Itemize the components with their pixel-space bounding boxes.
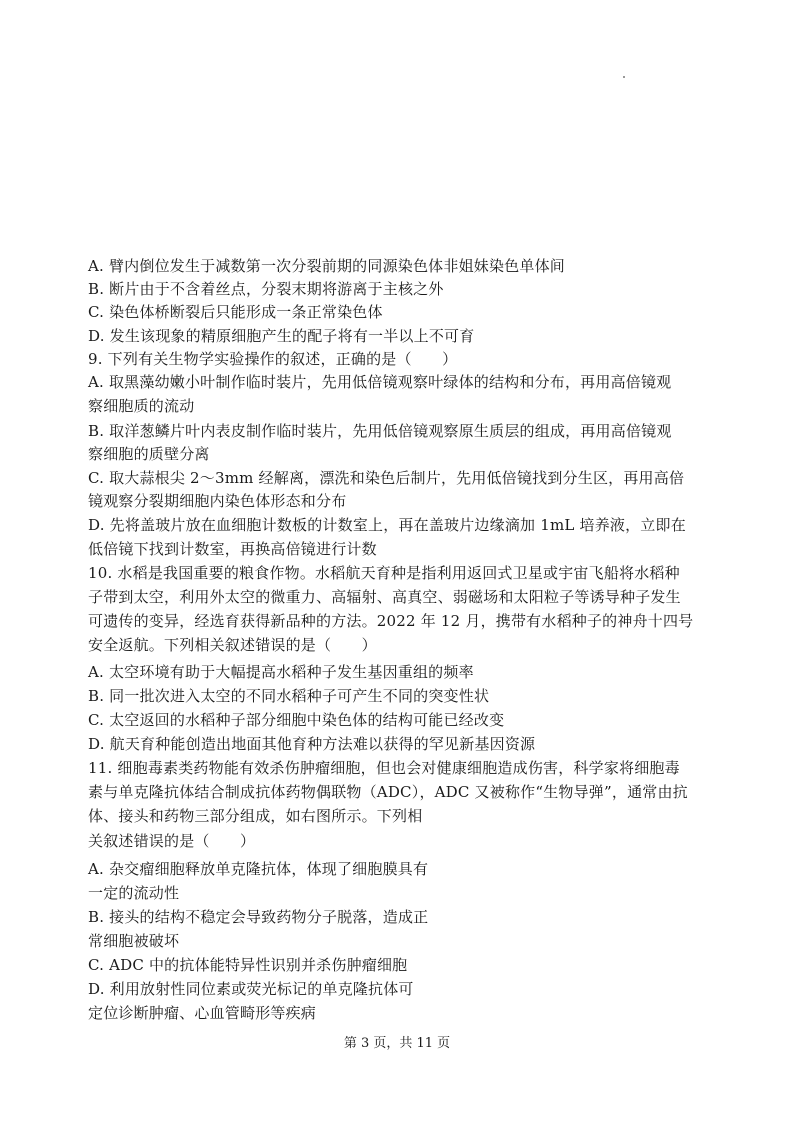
option-11c: C. ADC 中的抗体能特异性识别并杀伤肿瘤细胞 [88, 956, 408, 974]
option-11d: D. 利用放射性同位素或荧光标记的单克隆抗体可 [88, 980, 414, 998]
scan-speck [623, 76, 625, 78]
option-11b-cont: 常细胞被破坏 [88, 932, 180, 950]
option-10a: A. 太空环境有助于大幅提高水稻种子发生基因重组的频率 [88, 663, 474, 681]
option-9b: B. 取洋葱鳞片叶内表皮制作临时装片，先用低倍镜观察原生质层的组成，再用高倍镜观 [88, 422, 672, 440]
option-9b-cont: 察细胞的质壁分离 [88, 445, 210, 463]
option-11d-cont: 定位诊断肿瘤、心血管畸形等疾病 [88, 1004, 317, 1022]
question-10-stem-2: 子带到太空，利用外太空的微重力、高辐射、高真空、弱磁场和太阳粒子等诱导种子发生 [88, 588, 681, 606]
option-8d: D. 发生该现象的精原细胞产生的配子将有一半以上不可育 [88, 327, 475, 345]
option-11a: A. 杂交瘤细胞释放单克隆抗体，体现了细胞膜具有 [88, 860, 429, 878]
question-10-stem-3: 可遗传的变异，经选育获得新品种的方法。2022 年 12 月，携带有水稻种子的神舟十四号 [88, 612, 694, 630]
option-11a-cont: 一定的流动性 [88, 884, 180, 902]
option-9c: C. 取大蒜根尖 2～3mm 经解离，漂洗和染色后制片，先用低倍镜找到分生区，再用高倍 [88, 469, 685, 487]
option-10c: C. 太空返回的水稻种子部分细胞中染色体的结构可能已经改变 [88, 711, 505, 729]
option-11b: B. 接头的结构不稳定会导致药物分子脱落，造成正 [88, 908, 429, 926]
option-8c: C. 染色体桥断裂后只能形成一条正常染色体 [88, 303, 383, 321]
question-11-stem: 11. 细胞毒素类药物能有效杀伤肿瘤细胞，但也会对健康细胞造成伤害，科学家将细胞毒 [88, 759, 680, 777]
question-11-stem-2: 素与单克隆抗体结合制成抗体药物偶联物（ADC），ADC 又被称作“生物导弹”，通常由抗 [88, 783, 688, 801]
option-8a: A. 臂内倒位发生于减数第一次分裂前期的同源染色体非姐妹染色单体间 [88, 257, 565, 275]
option-9a: A. 取黑藻幼嫩小叶制作临时装片，先用低倍镜观察叶绿体的结构和分布，再用高倍镜观 [88, 373, 672, 391]
question-11-stem-3: 体、接头和药物三部分组成，如右图所示。下列相 [88, 807, 423, 825]
option-8b: B. 断片由于不含着丝点，分裂末期将游离于主核之外 [88, 280, 444, 298]
question-10-stem: 10. 水稻是我国重要的粮食作物。水稻航天育种是指利用返回式卫星或宇宙飞船将水稻种 [88, 564, 680, 582]
question-9-stem: 9. 下列有关生物学实验操作的叙述，正确的是（ ） [88, 350, 458, 368]
option-10d: D. 航天育种能创造出地面其他育种方法难以获得的罕见新基因资源 [88, 735, 536, 753]
option-9d: D. 先将盖玻片放在血细胞计数板的计数室上，再在盖玻片边缘滴加 1mL 培养液，立即在 [88, 516, 686, 534]
option-9d-cont: 低倍镜下找到计数室，再换高倍镜进行计数 [88, 540, 377, 558]
option-9a-cont: 察细胞质的流动 [88, 397, 195, 415]
question-10-stem-4: 安全返航。下列相关叙述错误的是（ ） [88, 636, 377, 654]
option-9c-cont: 镜观察分裂期细胞内染色体形态和分布 [88, 492, 347, 510]
option-10b: B. 同一批次进入太空的不同水稻种子可产生不同的突变性状 [88, 687, 490, 705]
question-11-stem-4: 关叙述错误的是（ ） [88, 832, 256, 850]
page-footer: 第 3 页，共 11 页 [343, 1036, 451, 1051]
